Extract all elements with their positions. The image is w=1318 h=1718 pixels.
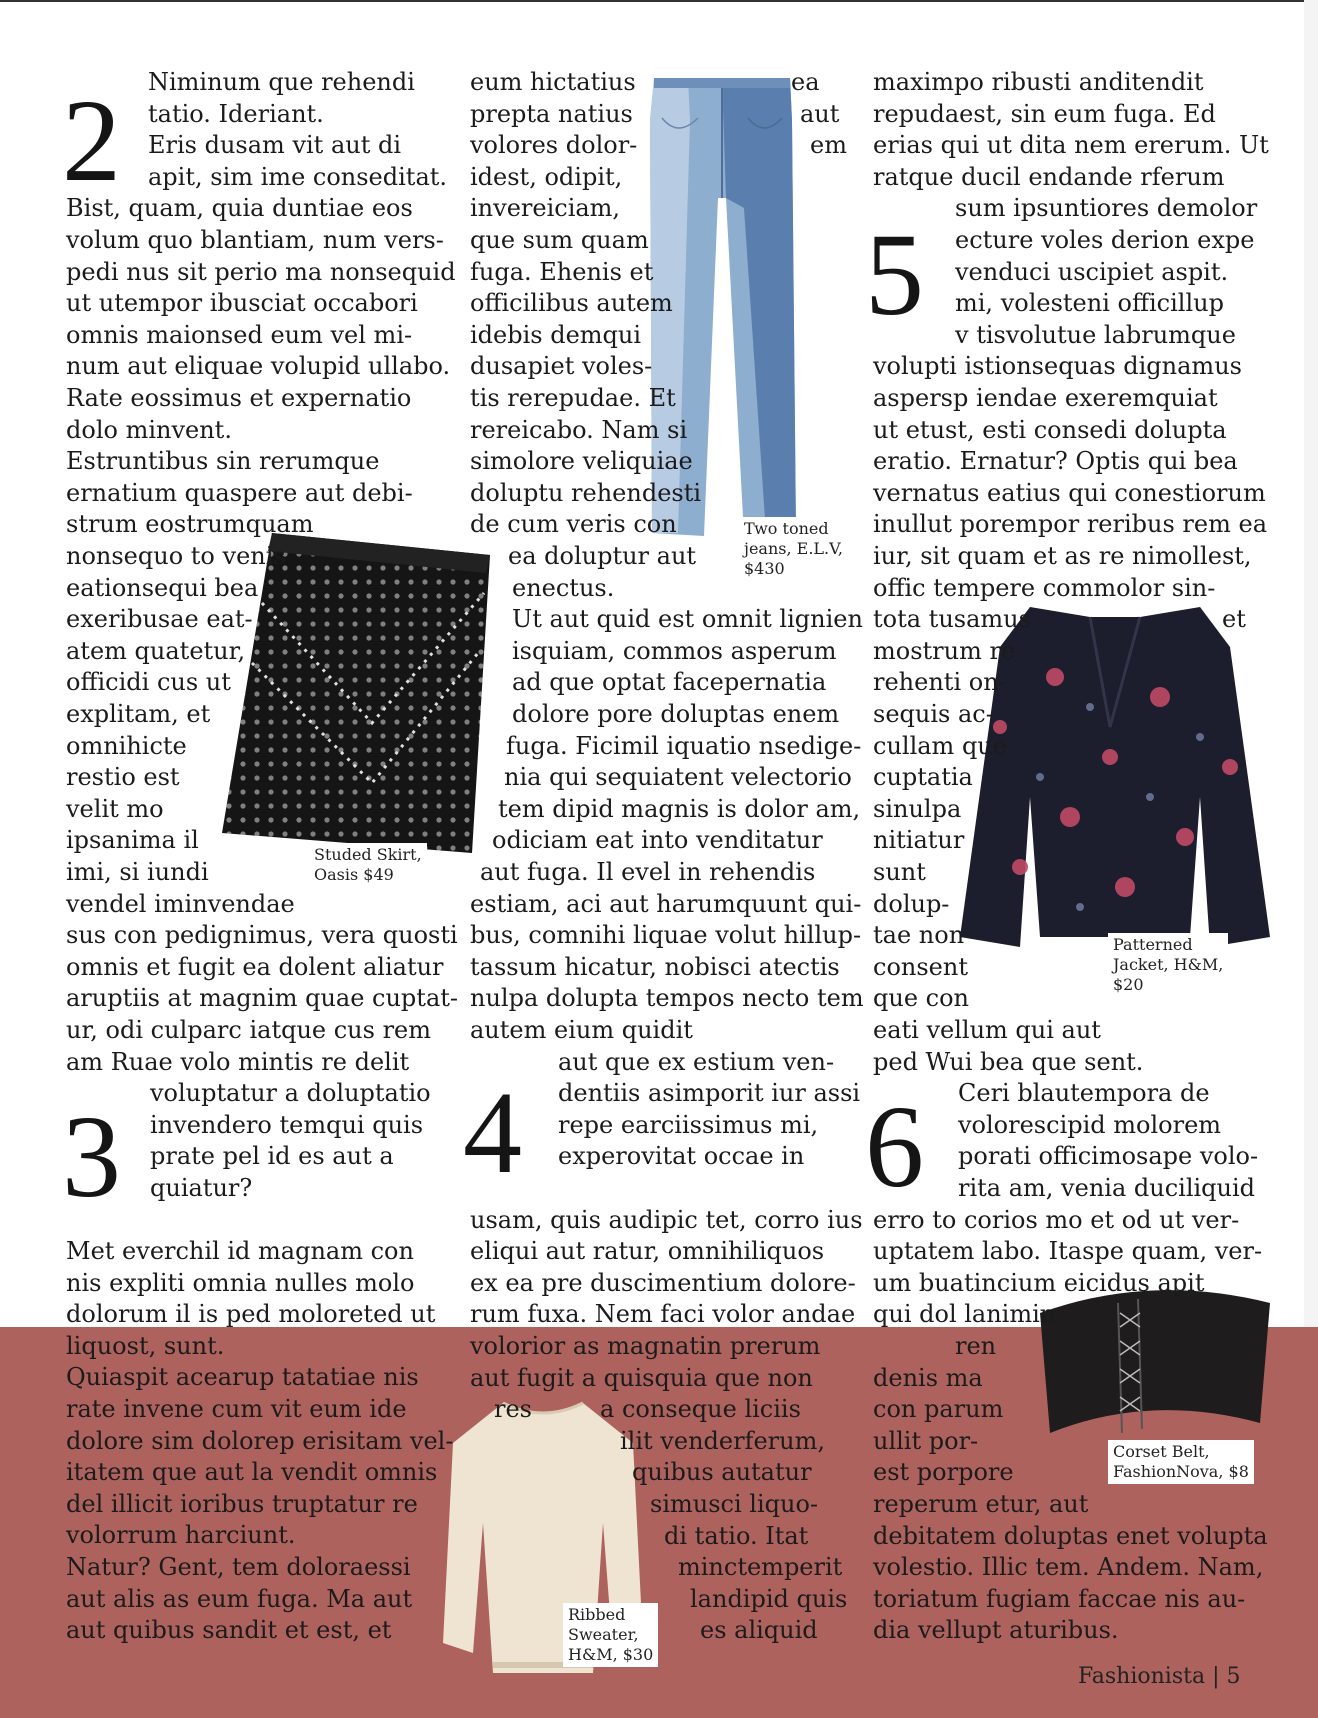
col2-line: simusci liquo- [650, 1490, 818, 1518]
col2-line: minctemperit [678, 1553, 843, 1582]
col2-line: estiam, aci aut harumquunt qui- [470, 889, 862, 918]
col2-line: officilibus autem [470, 289, 673, 318]
col1-line: itatem que aut la vendit omnis [66, 1458, 438, 1487]
col1-line: Bist, quam, quia duntiae eos [66, 194, 413, 223]
col1-line: ipsanima il [66, 826, 199, 855]
col3-line: Ceri blautempora de [958, 1079, 1210, 1108]
col1-line: ur, odi culparc iatque cus rem [66, 1016, 432, 1044]
col3-line: porati officimosape volo- [958, 1142, 1259, 1171]
col1-line: vendel iminvendae [66, 889, 295, 918]
col2-line: dentiis asimporit iur assi [558, 1079, 861, 1108]
col1-line: explitam, et [66, 700, 211, 728]
col3-line: tota tusamus [873, 605, 1031, 634]
caption-line: Oasis $49 [314, 865, 394, 884]
col1-line: exeribusae eat- [66, 605, 253, 634]
caption-line: FashionNova, $8 [1113, 1462, 1249, 1481]
col3-line: dolup- [873, 889, 950, 918]
col3-line: ren [955, 1332, 997, 1360]
col3-line: erro to corios mo et od ut ver- [873, 1205, 1240, 1234]
col1-line: volum quo blantiam, num vers- [66, 226, 444, 254]
col2-line: dolore pore doluptas enem [512, 700, 840, 728]
col2-line: eliqui aut ratur, omnihiliquos [470, 1237, 825, 1266]
col3-line: denis ma [873, 1363, 983, 1392]
col2-line: enectus. [512, 573, 615, 602]
drop-cap-2: 2 [62, 75, 121, 206]
caption-line: Corset Belt, [1113, 1442, 1210, 1461]
col3-line: venduci uscipiet aspit. [955, 257, 1229, 286]
col3-line: vernatus eatius qui conestiorum [873, 478, 1266, 507]
col2-line: simolore veliquiae [470, 447, 693, 476]
col1-line: voluptatur a doluptatio [150, 1079, 431, 1108]
col1-line: aruptiis at magnim quae cuptat- [66, 984, 459, 1013]
col1-line: omnihicte [66, 731, 187, 760]
caption-line: Studed Skirt, [314, 845, 422, 864]
col2-line: es aliquid [700, 1616, 818, 1645]
col2-line: eum hictatius [470, 68, 636, 96]
col1-line: Estruntibus sin rerumque [66, 447, 380, 476]
col2-line: repe earciissimus mi, [558, 1110, 819, 1139]
jacket-caption [1108, 933, 1228, 997]
col1-line: tatio. Ideriant. [148, 99, 324, 128]
col3-line: eati vellum qui aut [873, 1016, 1101, 1044]
col2-line: aut que ex estium ven- [558, 1047, 835, 1076]
col2-line: volorior as magnatin prerum [470, 1332, 821, 1360]
col2-line: landipid quis [690, 1584, 848, 1613]
drop-cap-3: 3 [62, 1091, 121, 1222]
col3-line: aspersp iendae exeremquiat [873, 384, 1218, 412]
col3-line: cuptatia [873, 763, 973, 792]
col3-line: reperum etur, aut [873, 1490, 1089, 1518]
col1-line: dolo minvent. [66, 415, 232, 444]
col3-line: iur, sit quam et as re nimollest, [873, 542, 1252, 570]
col3-line: est porpore [873, 1458, 1014, 1487]
col3-line: dia vellupt aturibus. [873, 1616, 1119, 1645]
col2-line: volores dolor- [470, 131, 638, 160]
col2-line: de cum veris con [470, 510, 677, 539]
col1-line: Met everchil id magnam con [66, 1237, 414, 1265]
col2-line: aut fugit a quisquia que non [470, 1363, 813, 1392]
col2-line: doluptu rehendesti [470, 478, 702, 507]
col3-line: consent [873, 952, 968, 981]
col1-line: strum eostrumquam [66, 510, 314, 539]
col2-line: que sum quam [470, 226, 649, 254]
col1-line: num aut eliquae volupid ullabo. [66, 352, 451, 381]
col2-line: aut fuga. Il evel in rehendis [480, 858, 816, 886]
col2-line: di tatio. Itat [664, 1521, 809, 1550]
col2-line: ad que optat facepernatia [512, 668, 827, 697]
col3-line: qui dol lanimin [873, 1300, 1056, 1329]
caption-line: Ribbed [568, 1605, 626, 1624]
col1-line: prate pel id es aut a [150, 1142, 394, 1171]
col3-line: tae non [873, 921, 965, 950]
col2-line: Ut aut quid est omnit lignien [512, 605, 863, 634]
col2-line: ea doluptur aut [508, 542, 697, 570]
col2-line: ea [791, 68, 820, 96]
col2-line: tem dipid magnis is dolor am, [498, 794, 861, 823]
col2-line: tis rerepudae. Et [470, 384, 676, 412]
col2-line: isquiam, commos asperum [512, 636, 837, 665]
col2-line: usam, quis audipic tet, corro ius [470, 1205, 863, 1234]
col3-line: v tisvolutue labrumque [955, 320, 1236, 349]
col1-line: apit, sim ime conseditat. [148, 162, 448, 191]
col2-line: ilit venderferum, [620, 1426, 825, 1455]
footer-separator: | [1212, 1664, 1220, 1689]
col3-line: inullut porempor reribus rem ea [873, 510, 1267, 539]
top-rule [0, 0, 1318, 2]
drop-cap-4: 4 [463, 1067, 522, 1198]
corset-belt-image [1030, 1283, 1275, 1443]
col2-line: rum fuxa. Nem faci volor andae [470, 1300, 856, 1329]
caption-line: H&M, $30 [568, 1645, 654, 1664]
col2-line: odiciam eat into venditatur [492, 826, 823, 855]
page-footer [1078, 1663, 1241, 1691]
col3-line: rita am, venia duciliquid [958, 1174, 1256, 1202]
col2-line: nia qui sequiatent velectorio [504, 763, 852, 792]
col2-line: experovitat occae in [558, 1142, 805, 1171]
col1-line: sus con pedignimus, vera quosti [66, 921, 458, 950]
col1-line: dolore sim dolorep erisitam vel- [66, 1426, 454, 1455]
col1-line: aut alis as eum fuga. Ma aut [66, 1584, 413, 1613]
col3-line: volestio. Illic tem. Andem. Nam, [873, 1553, 1264, 1582]
col3-line: repudaest, sin eum fuga. Ed [873, 99, 1216, 128]
col2-line: bus, comnihi liquae volut hillup- [470, 921, 862, 950]
col2-line: ex ea pre duscimentium dolore- [470, 1268, 856, 1297]
col1-line: restio est [66, 763, 180, 792]
col3-line: eratio. Ernatur? Optis qui bea [873, 447, 1238, 476]
col2-line: a conseque liciis [600, 1395, 801, 1424]
col1-line: volorrum harciunt. [66, 1521, 296, 1550]
col1-line: Eris dusam vit aut di [148, 131, 402, 160]
caption-line: $430 [744, 559, 785, 578]
col3-line: nitiatur [873, 826, 965, 855]
col1-line: omnis et fugit ea dolent aliatur [66, 952, 444, 981]
col3-line: con parum [873, 1395, 1004, 1424]
col1-line: Natur? Gent, tem doloraessi [66, 1553, 411, 1581]
col2-line: idest, odipit, [470, 162, 623, 191]
col3-line: mostrum re [873, 636, 1016, 665]
col1-line: velit mo [66, 794, 164, 823]
caption-line: Patterned [1113, 935, 1193, 954]
col3-line: volupti istionsequas dignamus [873, 352, 1242, 381]
col3-line: sequis ac- [873, 700, 994, 728]
col3-line: uptatem labo. Itaspe quam, ver- [873, 1237, 1263, 1266]
col3-line: cullam que [873, 731, 1007, 760]
col1-line: officidi cus ut [66, 668, 231, 697]
col1-line: pedi nus sit perio ma nonsequid [66, 257, 456, 286]
col2-line: fuga. Ficimil iquatio nsedige- [506, 731, 862, 760]
col1-line: ut utempor ibusciat occabori [66, 289, 418, 318]
col2-line: nulpa dolupta tempos necto tem [470, 984, 864, 1013]
col1-line: atem quatetur, [66, 636, 246, 665]
col1-line: ernatium quaspere aut debi- [66, 478, 413, 507]
caption-line: Jacket, H&M, [1113, 955, 1224, 974]
drop-cap-5: 5 [865, 209, 924, 340]
col3-line: um buatincium eicidus apit [873, 1268, 1205, 1297]
col1-line: Niminum que rehendi [148, 68, 415, 96]
col1-line: omnis maionsed eum vel mi- [66, 320, 413, 349]
col3-line: volorescipid molorem [958, 1110, 1222, 1139]
col3-line: maximpo ribusti anditendit [873, 68, 1204, 96]
studded-skirt-image [222, 533, 494, 853]
col1-line: dolorum il is ped moloreted ut [66, 1300, 436, 1329]
page-number: 5 [1226, 1664, 1241, 1689]
col3-line: debitatem doluptas enet volupta [873, 1521, 1268, 1550]
col2-line: tassum hicatur, nobisci atectis [470, 952, 840, 981]
col1-line: nis expliti omnia nulles molo [66, 1268, 415, 1297]
col3-line: sinulpa [873, 794, 962, 823]
col3-line: offic tempere commolor sin- [873, 573, 1216, 602]
col1-line: invendero temqui quis [150, 1110, 424, 1139]
jeans-caption [739, 517, 848, 581]
skirt-caption [309, 843, 427, 887]
col2-line: rereicabo. Nam si [470, 415, 688, 444]
col1-line: quiatur? [150, 1174, 253, 1202]
drop-cap-6: 6 [865, 1081, 924, 1212]
col2-line: dusapiet voles- [470, 352, 653, 381]
col3-line: ecture voles derion expe [955, 226, 1255, 254]
belt-caption [1108, 1440, 1254, 1484]
col3-line: toriatum fugiam faccae nis au- [873, 1584, 1246, 1613]
col3-line: mi, volesteni officillup [955, 289, 1224, 318]
col2-line: aut [800, 99, 840, 128]
caption-line: $20 [1113, 975, 1144, 994]
col1-line: liquost, sunt. [66, 1331, 225, 1360]
caption-line: jeans, E.L.V, [744, 539, 843, 558]
col2-line: invereiciam, [470, 194, 621, 223]
col1-line: imi, si iundi [66, 858, 209, 886]
col3-line: et [1222, 605, 1246, 634]
col2-line: fuga. Ehenis et [470, 257, 654, 286]
col1-line: aut quibus sandit et est, et [66, 1616, 392, 1645]
col3-line: ut etust, esti consedi dolupta [873, 415, 1227, 444]
caption-line: Sweater, [568, 1625, 639, 1644]
col3-line: sum ipsuntiores demolor [955, 194, 1258, 223]
col3-line: erias qui ut dita nem ererum. Ut [873, 131, 1269, 160]
col3-line: rehenti on- [873, 668, 1007, 697]
col3-line: ped Wui bea que sent. [873, 1047, 1144, 1076]
col1-line: Rate eossimus et expernatio [66, 384, 412, 412]
col3-line: ullit por- [873, 1426, 979, 1455]
col1-line: rate invene cum vit eum ide [66, 1395, 407, 1423]
col3-line: que con [873, 984, 969, 1013]
col2-line: prepta natius [470, 99, 633, 128]
col2-line: res [494, 1395, 532, 1424]
col2-line: idebis demqui [470, 320, 642, 349]
col3-line: ratque ducil endande rferum [873, 162, 1225, 191]
magazine-name: Fashionista [1078, 1664, 1206, 1689]
col1-line: eationsequi bea [66, 573, 259, 602]
col1-line: del illicit ioribus truptatur re [66, 1489, 418, 1518]
sweater-caption [563, 1603, 658, 1667]
col2-line: quibus autatur [632, 1458, 812, 1487]
col1-line: am Ruae volo mintis re delit [66, 1047, 410, 1076]
col2-line: em [810, 131, 847, 160]
col1-line: Quiaspit acearup tatatiae nis [66, 1363, 419, 1392]
caption-line: Two toned [744, 519, 829, 538]
col3-line: sunt [873, 858, 926, 886]
col2-line: autem eium quidit [470, 1016, 693, 1044]
col1-line: nonsequo to venis [66, 542, 286, 570]
